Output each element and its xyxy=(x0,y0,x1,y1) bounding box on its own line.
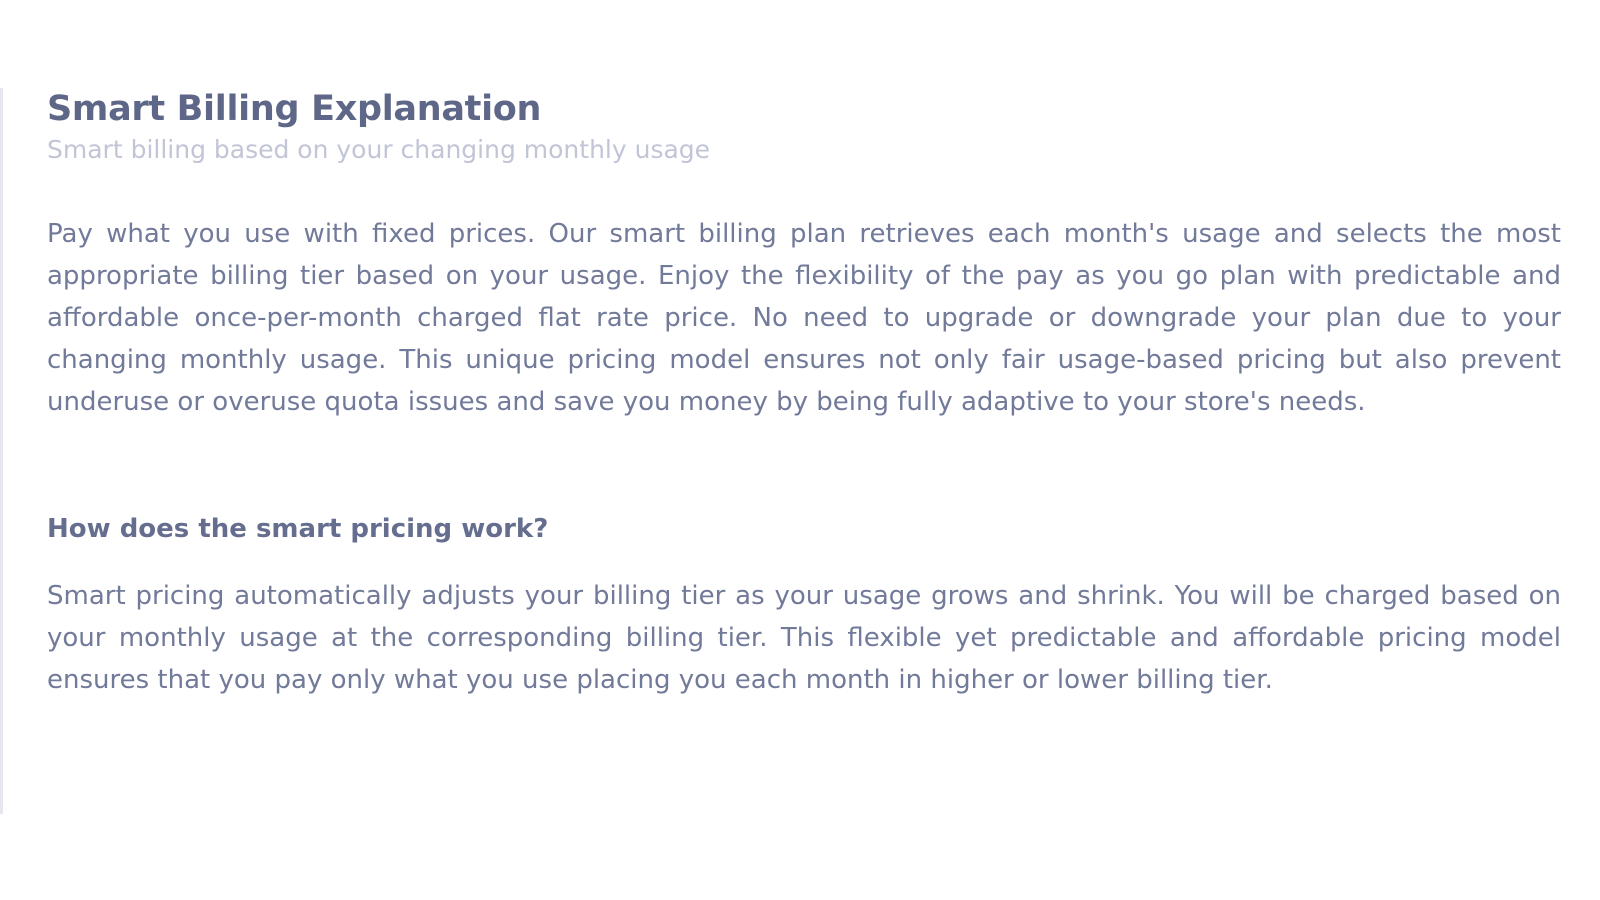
smart-billing-panel xyxy=(0,88,1600,814)
section-heading: How does the smart pricing work? xyxy=(47,514,549,544)
intro-paragraph: Pay what you use with fixed prices. Our smart billing plan retrieves each month's usage and selects the most appropriate billing tier based on your usage. Enjoy the flexibility of the pay as you go plan with predictable and affordable once-per-month charged flat rate price. No need to upgrade or downgrade your plan due to your changing monthly usage. This unique pricing model ensures not only fair usage-based pricing but also prevent underuse or overuse quota issues and save you money by being fully adaptive to your store's needs. xyxy=(47,219,1561,417)
page-subtitle: Smart billing based on your changing monthly usage xyxy=(47,135,711,164)
page-title: Smart Billing Explanation xyxy=(47,89,542,129)
panel-content xyxy=(47,88,1561,701)
section-paragraph: Smart pricing automatically adjusts your billing tier as your usage grows and shrink. You will be charged based on your monthly usage at the corresponding billing tier. This flexible yet predictable and affordable pricing model ensures that you pay only what you use placing you each month in higher or lower billing tier. xyxy=(47,581,1561,695)
